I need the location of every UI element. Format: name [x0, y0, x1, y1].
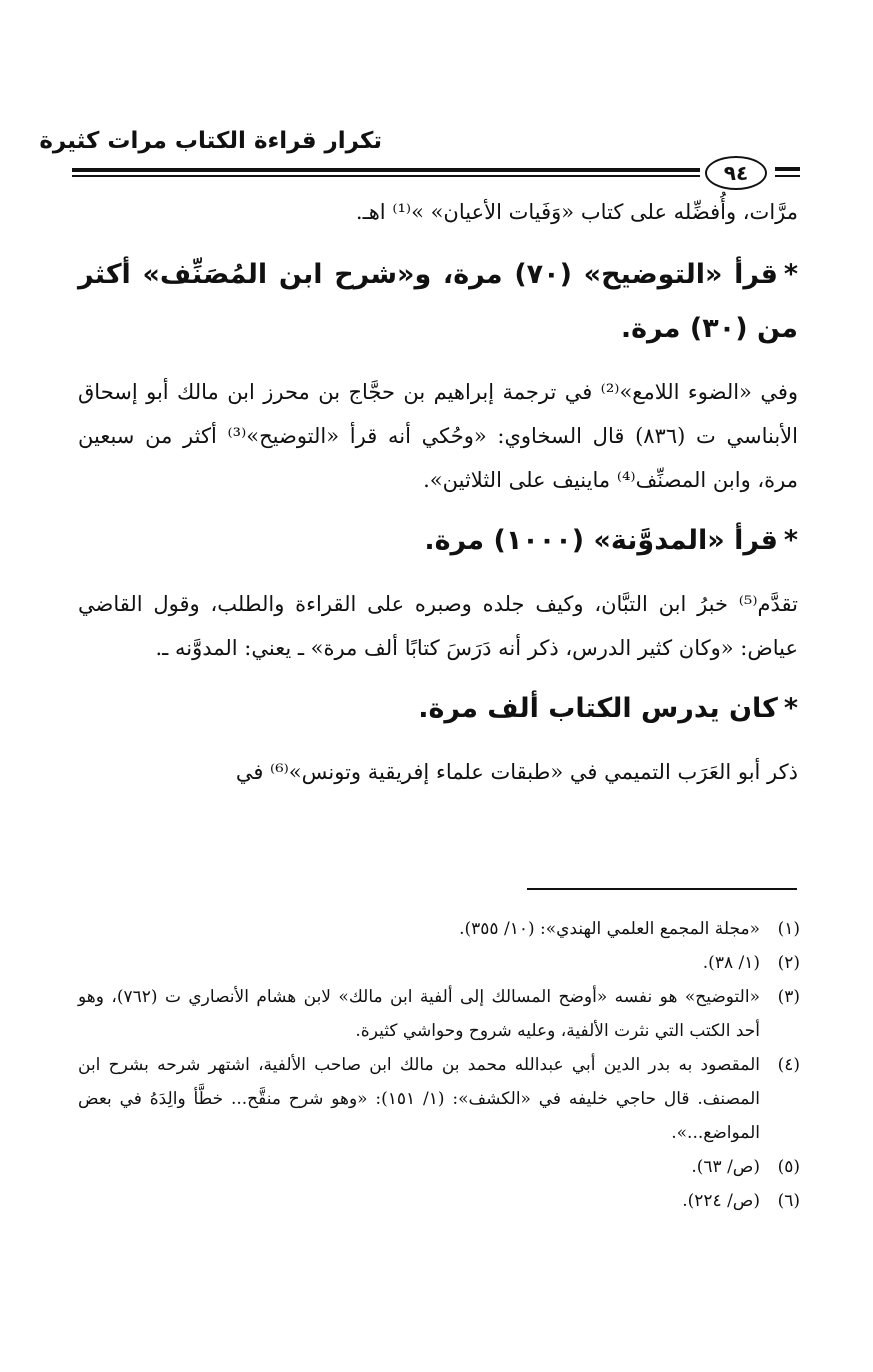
running-title: تكرار قراءة الكتاب مرات كثيرة — [39, 128, 382, 154]
footnote-text: (ص/ ٦٣). — [691, 1157, 760, 1177]
header-rule-thin — [72, 175, 700, 177]
footnote-text: «التوضيح» هو نفسه «أوضح المسالك إلى ألفية ابن مالك» لابن هشام الأنصاري ت (٧٦٢)، وهو أحد الكتب التي نثرت الألفية، وعليه شروح وحواشي كثيرة. — [78, 987, 760, 1041]
footnotes — [78, 912, 800, 1218]
footnote-number: (١) — [777, 919, 800, 939]
header-rule-stub — [775, 167, 800, 171]
header-rule-thick — [72, 168, 700, 172]
paragraph-1: مرَّات، وأُفضِّله على كتاب «وَفَيات الأعيان» »⁽¹⁾ اهـ. — [355, 200, 798, 224]
footnote-text: (١/ ٣٨). — [702, 953, 760, 973]
footnote-item — [78, 1184, 800, 1218]
section-heading-3 — [78, 682, 798, 736]
header-rule-stub-thin — [775, 175, 800, 177]
main-text — [78, 190, 798, 806]
footnote-divider-line — [527, 888, 797, 890]
heading-star-2: * — [783, 525, 798, 556]
paragraph-2: وفي «الضوء اللامع»⁽²⁾ في ترجمة إبراهيم بن حجَّاج بن محرز ابن مالك أبو إسحاق الأبناسي ت (٨٣٦) قال السخاوي: «وحُكي أنه قرأ «التوضيح»⁽³⁾ أكثر من سبعين مرة، وابن المصنِّف⁽⁴⁾ ماينيف على الثلاثين». — [78, 380, 799, 492]
footnote-item — [78, 980, 800, 1048]
footnote-text: «مجلة المجمع العلمي الهندي»: (١٠/ ٣٥٥). — [459, 919, 760, 939]
paragraph-3: تقدَّم⁽⁵⁾ خبرُ ابن التبَّان، وكيف جلده وصبره على القراءة والطلب، وقول القاضي عياض: «وكان كثير الدرس، ذكر أنه دَرَسَ كتابًا ألف مرة» ـ يعني: المدوَّنه ـ. — [78, 592, 798, 660]
heading-text-1: قرأ «التوضيح» (٧٠) مرة، و«شرح ابن المُصَنِّف» أكثر من (٣٠) مرة. — [78, 259, 798, 344]
footnote-number: (٢) — [777, 953, 800, 973]
footnote-text: المقصود به بدر الدين أبي عبدالله محمد بن مالك ابن صاحب الألفية، اشتهر شرحه بشرح ابن المصنف. قال حاجي خليفه في «الكشف»: (١/ ١٥١): «وهو شرح منقَّح... خطَّأ والِدَهُ في بعض المواضع...». — [78, 1055, 760, 1143]
footnote-item — [78, 1048, 800, 1150]
footnote-item — [78, 946, 800, 980]
heading-text-2: قرأ «المدوَّنة» (١٠٠٠) مرة. — [424, 525, 778, 556]
section-heading-1 — [78, 248, 798, 356]
heading-text-3: كان يدرس الكتاب ألف مرة. — [418, 693, 778, 724]
footnote-item — [78, 1150, 800, 1184]
page-number: ٩٤ — [705, 156, 767, 190]
footnote-divider — [0, 888, 873, 890]
heading-star-3: * — [783, 693, 798, 724]
heading-star-1: * — [783, 259, 798, 290]
footnote-item — [78, 912, 800, 946]
footnote-number: (٣) — [777, 987, 800, 1007]
section-heading-2 — [78, 514, 798, 568]
footnote-text: (ص/ ٢٢٤). — [682, 1191, 760, 1211]
footnote-number: (٥) — [777, 1157, 800, 1177]
page-header — [39, 118, 800, 190]
paragraph-4: ذكر أبو العَرَب التميمي في «طبقات علماء إفريقية وتونس»⁽⁶⁾ في — [235, 760, 798, 784]
footnote-number: (٤) — [777, 1055, 800, 1075]
footnote-number: (٦) — [777, 1191, 800, 1211]
